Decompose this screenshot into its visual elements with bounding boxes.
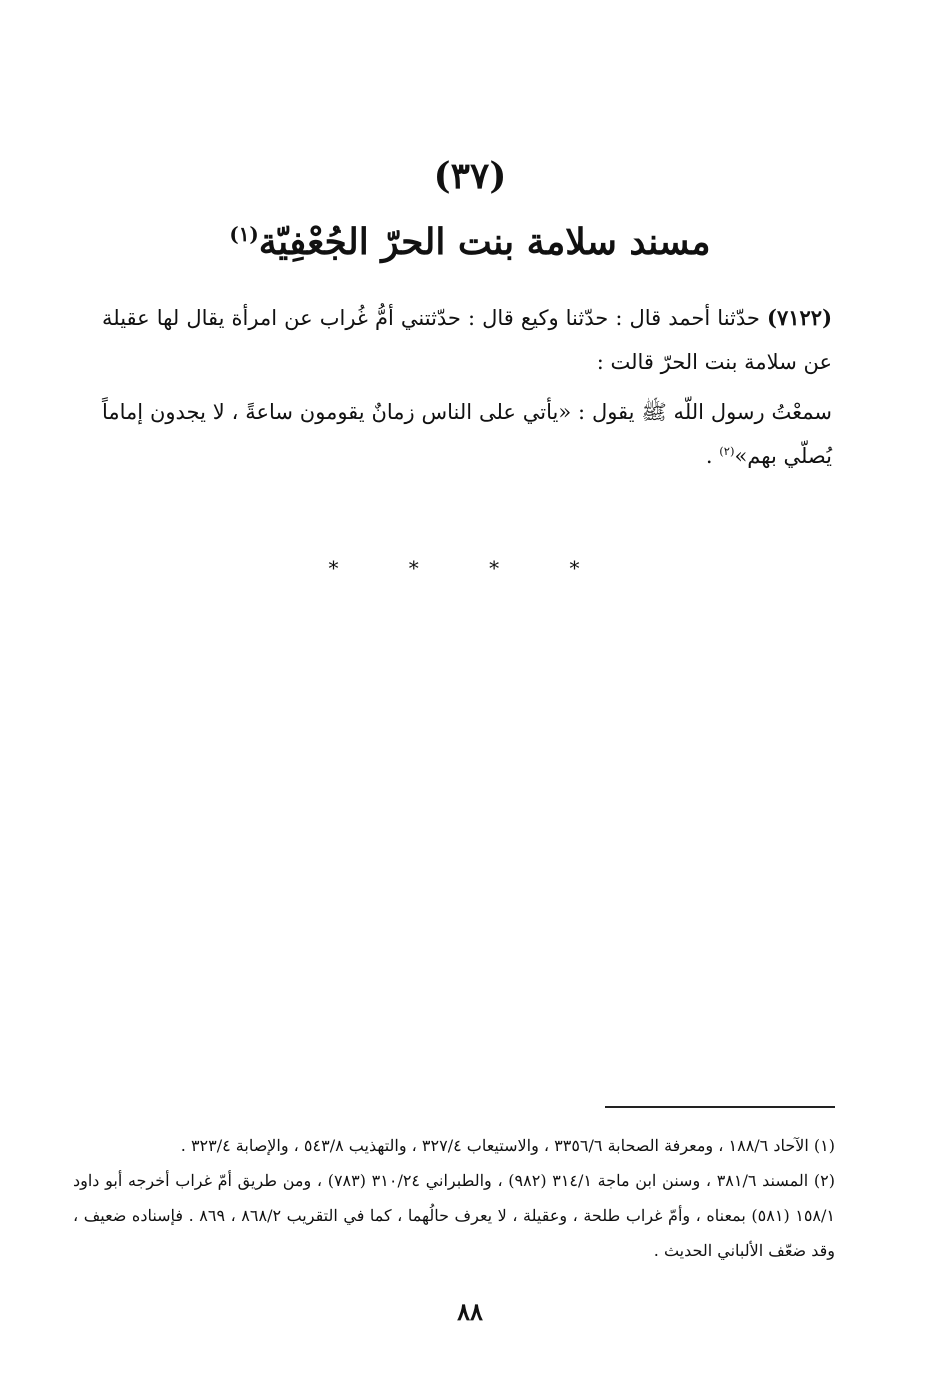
hadith-text-note-ref: (٢)	[719, 444, 735, 458]
footnote-1-label: (١)	[813, 1136, 835, 1155]
chapter-title-text: مسند سلامة بنت الحرّ الجُعْفِيّة	[258, 221, 711, 263]
page-number: ٨٨	[457, 1297, 483, 1326]
chapter-title-note-ref: (١)	[229, 222, 259, 246]
chapter-number: (٣٧)	[433, 155, 507, 197]
footnote-2	[73, 1163, 835, 1268]
hadith-isnad-paragraph	[102, 296, 832, 384]
footnote-1-text: الآحاد ١٨٨/٦ ، ومعرفة الصحابة ٣٣٥٦/٦ ، والاستيعاب ٣٢٧/٤ ، والتهذيب ٥٤٣/٨ ، والإصابة ٣٢٣/٤ .	[180, 1136, 809, 1155]
chapter-title	[0, 214, 940, 270]
footnote-divider	[605, 1106, 835, 1108]
hadith-isnad: حدّثنا أحمد قال : حدّثنا وكيع قال : حدّثتني أمُّ غُراب عن امرأة يقال لها عقيلة عن سلامة بنت الحرّ قالت :	[102, 306, 832, 374]
footnote-1	[73, 1128, 835, 1163]
hadith-text: سمعْتُ رسول اللّه ﷺ يقول : «يأتي على الناس زمانٌ يقومون ساعةً ، لا يجدون إماماً يُصلّي بهم»	[102, 400, 832, 468]
hadith-number: (٧١٢٢)	[767, 305, 832, 330]
footnotes	[73, 1128, 835, 1268]
footnote-2-label: (٢)	[813, 1171, 835, 1190]
hadith-text-paragraph	[102, 390, 832, 478]
footnote-2-text: المسند ٣٨١/٦ ، وسنن ابن ماجة ٣١٤/١ (٩٨٢) ، والطبراني ٣١٠/٢٤ (٧٨٣) ، ومن طريق أمّ غراب أخرجه أبو داود ١٥٨/١ (٥٨١) بمعناه ، وأمّ غراب طلحة ، وعقيلة ، لا يعرف حالُهما ، كما في التقريب ٨٦٨/٢ ، ٨٦٩ . فإسناده ضعيف ، وقد ضعّف الألباني الحديث .	[73, 1171, 835, 1260]
hadith-text-end: .	[705, 444, 720, 468]
section-separator: * * * *	[328, 556, 612, 580]
